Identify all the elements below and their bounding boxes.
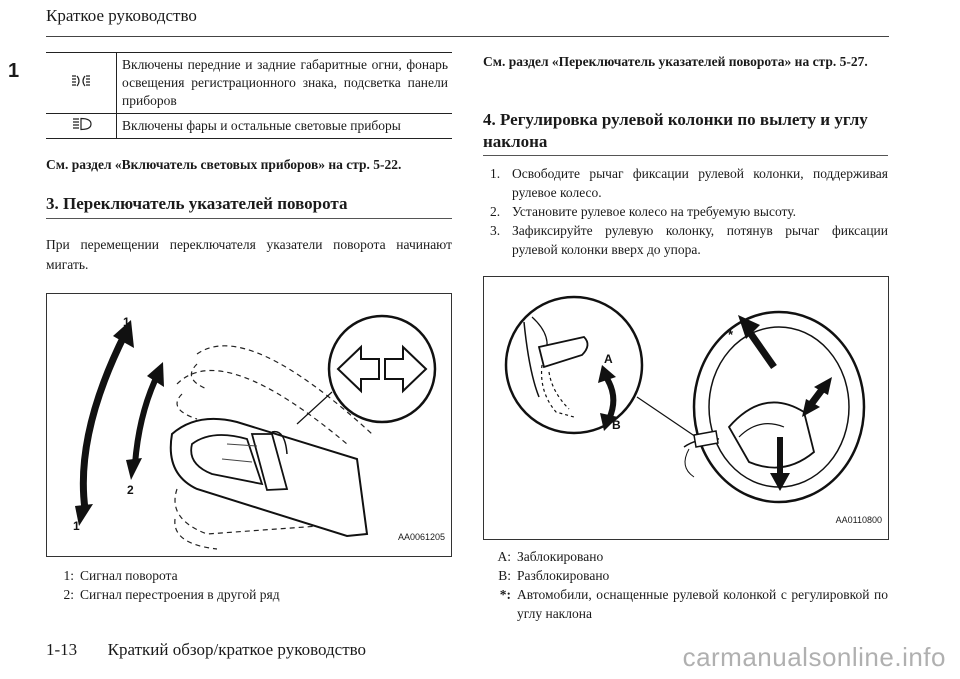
turn-signal-heading: 3. Переключатель указателей поворота (46, 194, 348, 213)
list-item (490, 164, 888, 202)
legend-text: Автомобили, оснащенные рулевой колонкой с регулировкой по углу наклона (517, 587, 888, 621)
step-number: 2. (490, 204, 501, 219)
step-number: 1. (490, 166, 501, 181)
figure-code: AA0061205 (397, 532, 445, 542)
table-row (46, 114, 452, 139)
heading-rule (46, 218, 452, 219)
page-header-title: Краткое руководство (46, 6, 197, 25)
footer-title: Краткий обзор/краткое руководство (107, 640, 367, 659)
legend-text: Сигнал поворота (80, 568, 178, 583)
legend-key: B: (498, 568, 511, 583)
step-text: Освободите рычаг фиксации рулевой колонки, поддерживая рулевое колесо. (512, 166, 888, 200)
legend-item (483, 566, 888, 585)
list-item (490, 202, 888, 221)
legend-key: 1: (63, 568, 74, 583)
turn-signal-legend (46, 566, 452, 604)
steering-illustration (484, 277, 888, 539)
figure-star: * (728, 327, 734, 342)
figure-label-b: B (612, 418, 621, 432)
page-number: 1-13 (46, 640, 78, 659)
legend-text: Заблокировано (517, 549, 604, 564)
heading-rule (483, 155, 888, 156)
lights-table (46, 52, 452, 139)
turn-signal-figure (46, 293, 452, 557)
figure-label-1-top: 1 (123, 315, 130, 329)
figure-label-2-top: 2 (155, 369, 162, 383)
steering-figure (483, 276, 889, 540)
watermark: carmanualsonline.info (682, 642, 946, 672)
right-see-also: См. раздел «Переключатель указателей поворота» на стр. 5-27. (483, 54, 868, 69)
parking-lights-text: Включены передние и задние габаритные огни, фонарь освещения регистрационного знака, подсветка панели приборов (117, 53, 453, 114)
step-text: Установите рулевое колесо на требуемую высоту. (512, 204, 797, 219)
step-number: 3. (490, 223, 501, 238)
turn-signal-illustration (47, 294, 451, 556)
figure-label-1-bottom: 1 (73, 519, 80, 533)
step-text: Зафиксируйте рулевую колонку, потянув рычаг фиксации рулевой колонки вверх до упора. (512, 223, 888, 257)
header-rule (46, 36, 889, 37)
legend-text: Разблокировано (517, 568, 610, 583)
parking-lights-cell (46, 53, 117, 114)
legend-text: Сигнал перестроения в другой ряд (80, 587, 280, 602)
steering-heading: 4. Регулировка рулевой колонки по вылету и углу наклона (483, 110, 868, 151)
figure-code: AA0110800 (835, 515, 882, 525)
steering-steps (490, 164, 888, 259)
table-row (46, 53, 452, 114)
turn-signal-body: При перемещении переключателя указатели поворота начинают мигать. (46, 237, 452, 272)
legend-item (483, 547, 888, 566)
legend-key: *: (499, 587, 511, 602)
legend-key: A: (497, 549, 511, 564)
legend-item (483, 585, 888, 623)
figure-label-a: A (604, 352, 613, 366)
page-footer (46, 640, 366, 660)
legend-item (46, 585, 452, 604)
steering-legend (483, 547, 888, 623)
parking-lights-icon (67, 74, 95, 88)
headlights-text: Включены фары и остальные световые приборы (117, 114, 453, 139)
headlights-cell (46, 114, 117, 139)
legend-key: 2: (63, 587, 74, 602)
figure-label-2-bottom: 2 (127, 483, 134, 497)
section-tab: 1 (0, 54, 42, 88)
list-item (490, 221, 888, 259)
left-see-also: См. раздел «Включатель световых приборов» на стр. 5-22. (46, 157, 402, 172)
headlights-icon (67, 117, 95, 131)
legend-item (46, 566, 452, 585)
